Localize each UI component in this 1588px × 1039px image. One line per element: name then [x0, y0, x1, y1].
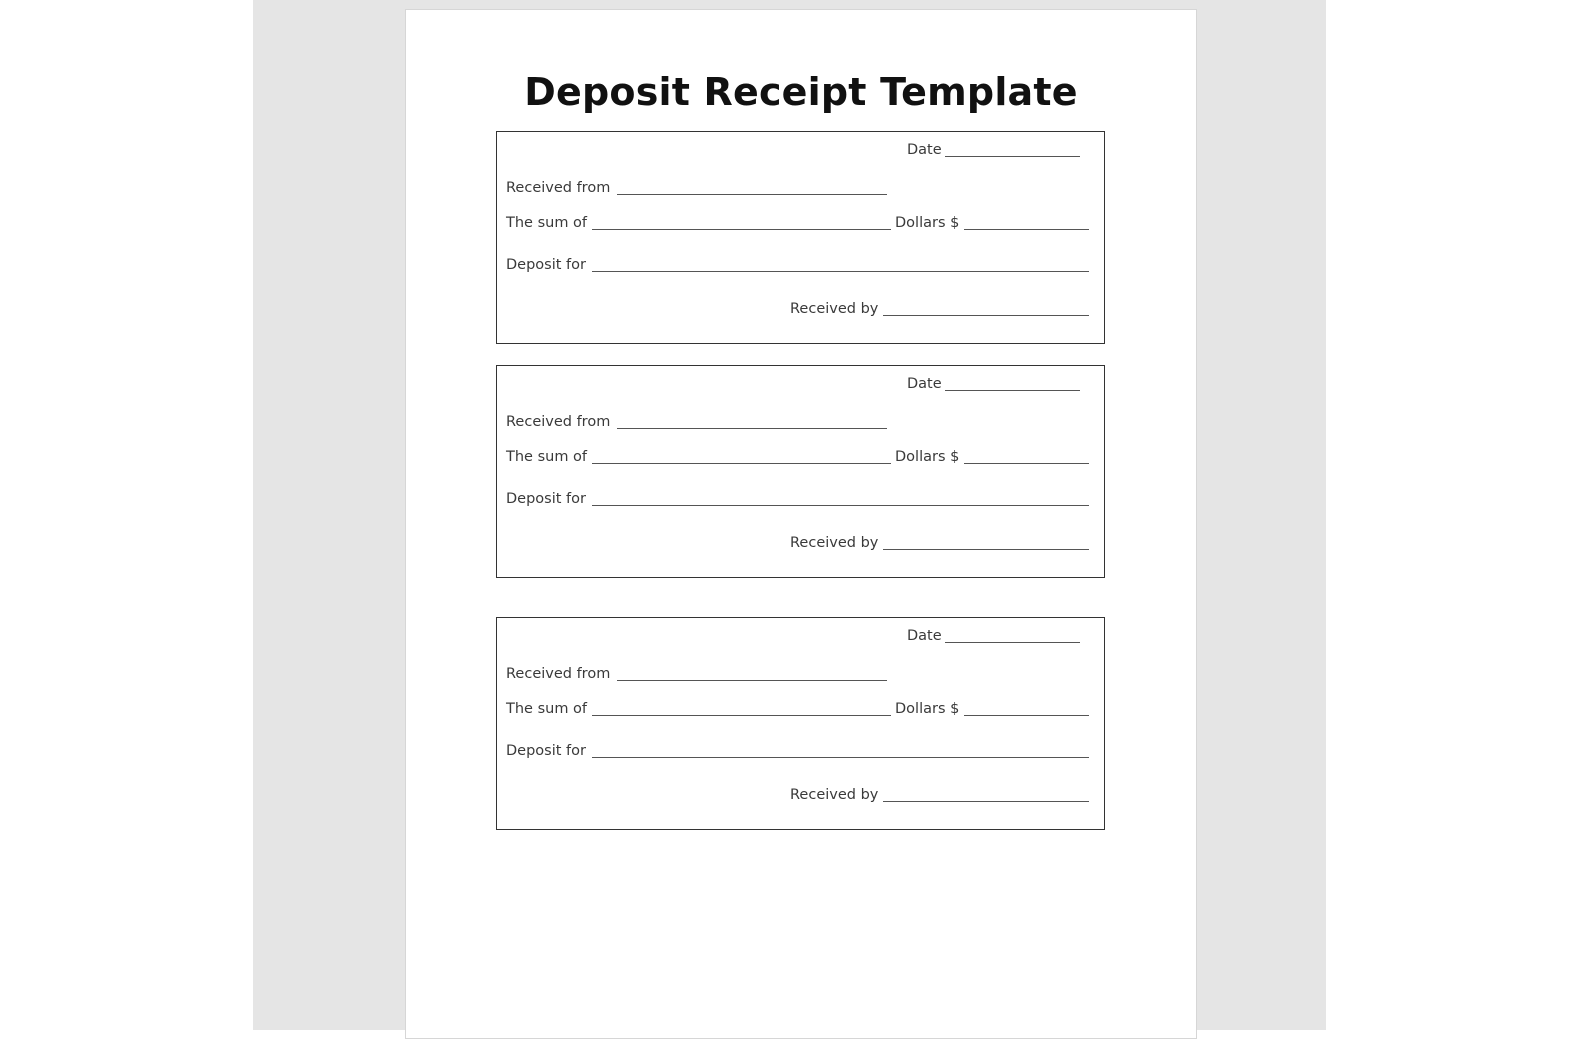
received-by-label: Received by	[790, 787, 879, 803]
sum-of-label: The sum of	[506, 215, 588, 231]
deposit-for-line[interactable]	[592, 271, 1089, 272]
page-title: Deposit Receipt Template	[524, 70, 1078, 114]
received-by-line[interactable]	[883, 549, 1089, 550]
received-from-label: Received from	[506, 666, 611, 682]
dollars-label: Dollars $	[895, 701, 960, 717]
date-line[interactable]	[945, 642, 1080, 643]
sum-of-label: The sum of	[506, 701, 588, 717]
dollars-amount-line[interactable]	[964, 715, 1089, 716]
receipt-form-1	[496, 131, 1105, 344]
received-from-line[interactable]	[617, 428, 887, 429]
received-from-label: Received from	[506, 414, 611, 430]
date-label: Date	[907, 376, 942, 392]
received-by-label: Received by	[790, 535, 879, 551]
deposit-for-label: Deposit for	[506, 257, 586, 273]
receipt-form-3	[496, 617, 1105, 830]
dollars-amount-line[interactable]	[964, 463, 1089, 464]
dollars-label: Dollars $	[895, 215, 960, 231]
dollars-label: Dollars $	[895, 449, 960, 465]
deposit-for-label: Deposit for	[506, 491, 586, 507]
received-from-label: Received from	[506, 180, 611, 196]
received-from-line[interactable]	[617, 680, 887, 681]
date-line[interactable]	[945, 156, 1080, 157]
receipt-form-2	[496, 365, 1105, 578]
sum-of-line[interactable]	[592, 715, 891, 716]
received-by-line[interactable]	[883, 801, 1089, 802]
date-label: Date	[907, 142, 942, 158]
document-page	[405, 9, 1197, 1039]
received-by-label: Received by	[790, 301, 879, 317]
received-by-line[interactable]	[883, 315, 1089, 316]
date-line[interactable]	[945, 390, 1080, 391]
sum-of-line[interactable]	[592, 229, 891, 230]
deposit-for-label: Deposit for	[506, 743, 586, 759]
sum-of-label: The sum of	[506, 449, 588, 465]
deposit-for-line[interactable]	[592, 505, 1089, 506]
received-from-line[interactable]	[617, 194, 887, 195]
date-label: Date	[907, 628, 942, 644]
deposit-for-line[interactable]	[592, 757, 1089, 758]
sum-of-line[interactable]	[592, 463, 891, 464]
dollars-amount-line[interactable]	[964, 229, 1089, 230]
